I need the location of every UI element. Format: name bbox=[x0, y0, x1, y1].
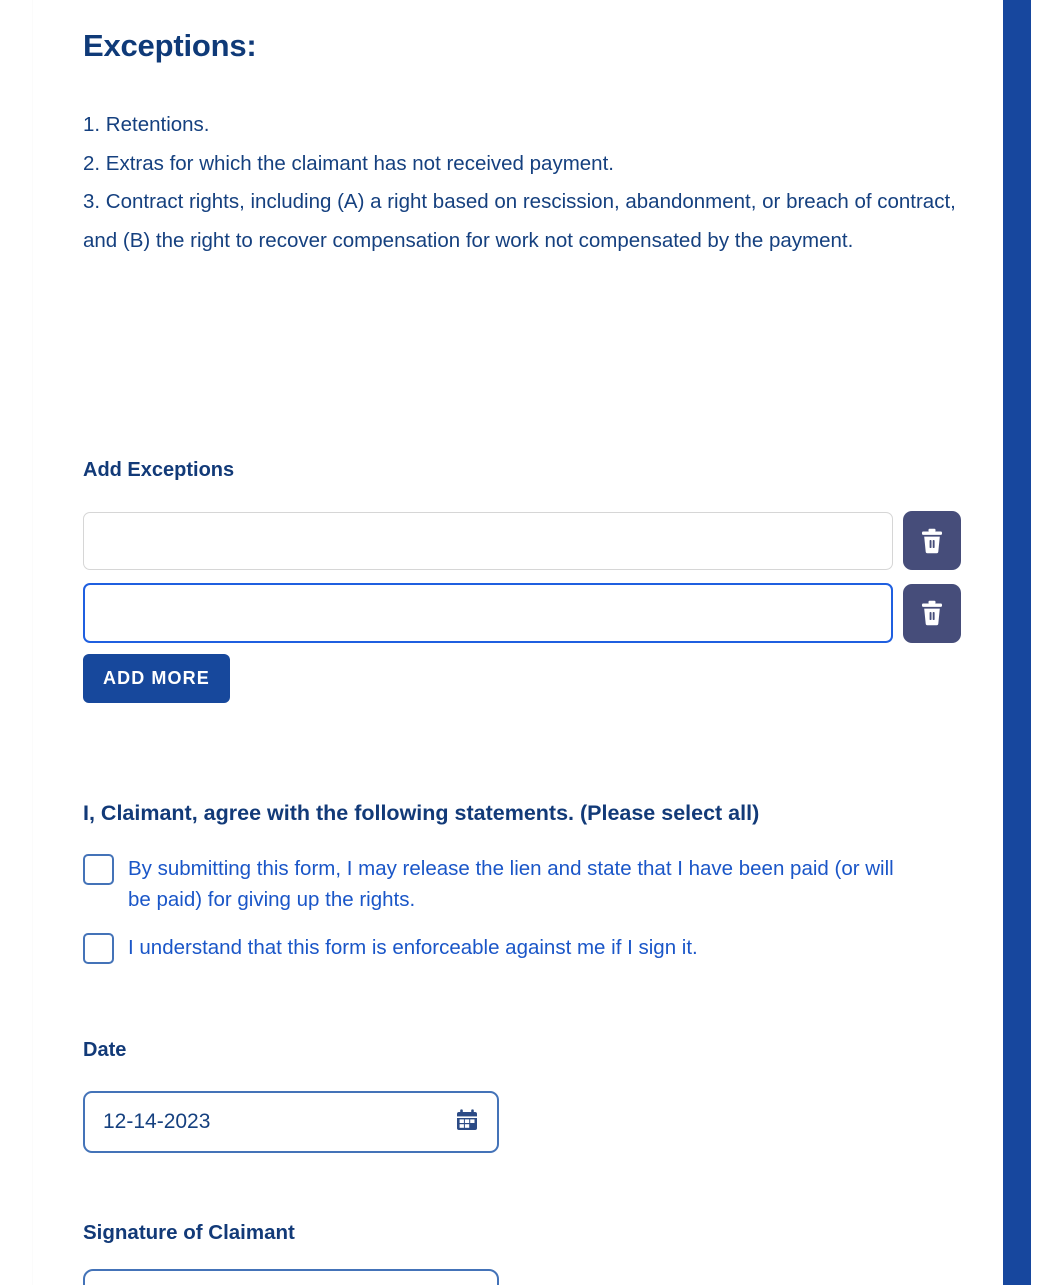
add-exceptions-label: Add Exceptions bbox=[83, 459, 235, 481]
signature-label: Signature of Claimant bbox=[83, 1221, 295, 1244]
page-title: Exceptions: bbox=[83, 28, 257, 63]
add-exception-input-1[interactable] bbox=[83, 512, 893, 570]
exceptions-static-list bbox=[83, 106, 973, 260]
date-value[interactable]: 12-14-2023 bbox=[103, 1110, 211, 1133]
delete-exception-button-1[interactable] bbox=[903, 511, 961, 570]
agreement-checkbox-1[interactable] bbox=[83, 854, 114, 885]
exception-item-1: 1. Retentions. bbox=[83, 113, 210, 137]
date-field[interactable] bbox=[83, 1091, 499, 1153]
trash-icon bbox=[919, 527, 945, 555]
signature-field[interactable] bbox=[83, 1269, 499, 1285]
delete-exception-button-2[interactable] bbox=[903, 584, 961, 643]
trash-icon bbox=[919, 599, 945, 627]
right-gutter bbox=[1031, 0, 1044, 1285]
date-label: Date bbox=[83, 1039, 127, 1061]
page-left-edge bbox=[32, 0, 33, 1285]
add-exception-input-2[interactable] bbox=[83, 583, 893, 643]
exception-input-row bbox=[83, 583, 961, 643]
exception-item-2: 2. Extras for which the claimant has not received payment. bbox=[83, 151, 614, 175]
agreement-label-1: By submitting this form, I may release the lien and state that I have been paid (or will be paid) for giving up the rights. bbox=[128, 857, 894, 911]
agreement-row-2[interactable] bbox=[83, 932, 698, 964]
exception-item-3: 3. Contract rights, including (A) a right based on rescission, abandonment, or breach of contract, and (B) the right to recover compensation for work not compensated by the payment. bbox=[83, 190, 956, 252]
right-blue-rail bbox=[1003, 0, 1031, 1285]
form-content bbox=[83, 0, 983, 1244]
agreement-row-1[interactable] bbox=[83, 853, 918, 915]
agreement-checkbox-2[interactable] bbox=[83, 933, 114, 964]
agreements-heading: I, Claimant, agree with the following statements. (Please select all) bbox=[83, 801, 760, 825]
agreement-label-2: I understand that this form is enforceable against me if I sign it. bbox=[128, 936, 698, 959]
add-more-button[interactable]: ADD MORE bbox=[83, 654, 230, 703]
exception-input-row bbox=[83, 511, 961, 570]
calendar-icon[interactable] bbox=[455, 1108, 479, 1137]
